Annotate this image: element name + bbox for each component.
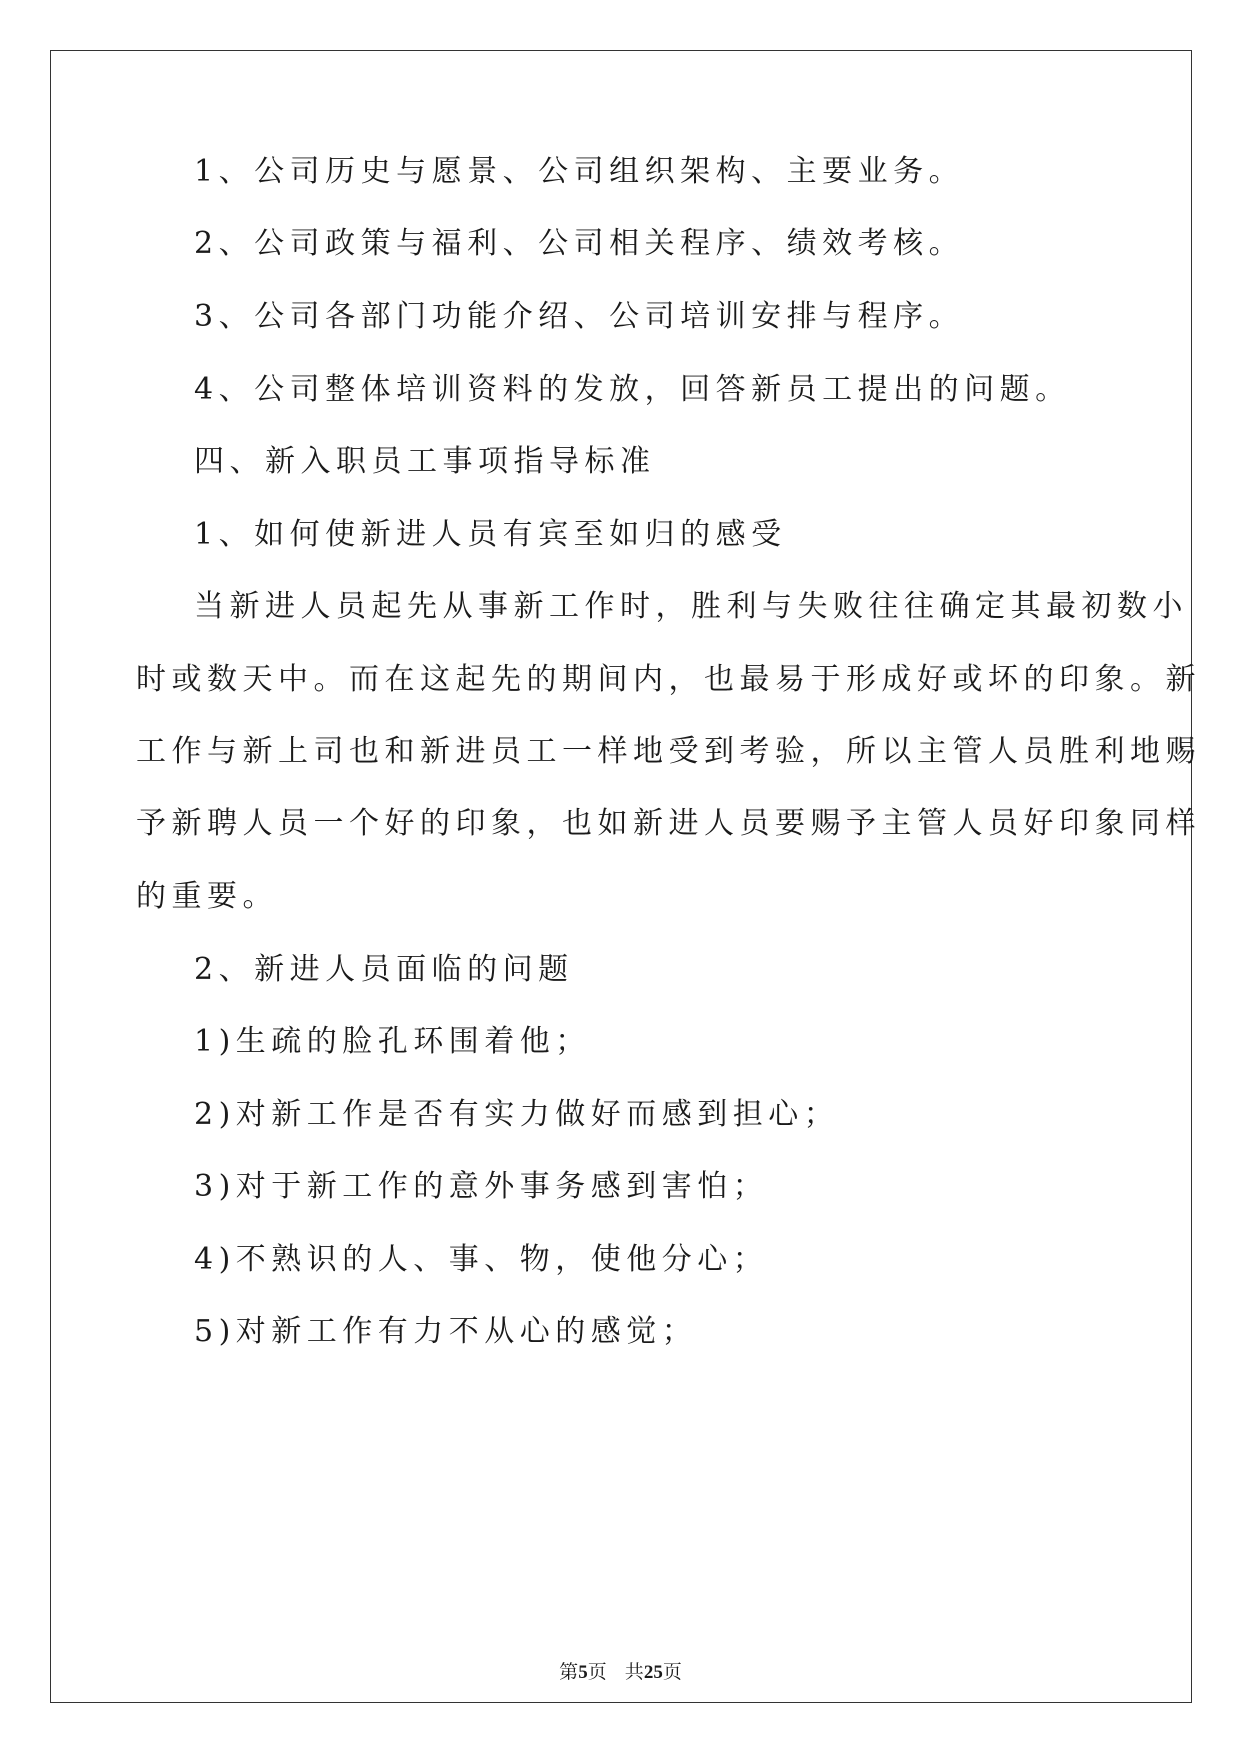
text-line: 3、公司各部门功能介绍、公司培训安排与程序。	[194, 299, 965, 334]
page-footer	[0, 1660, 1241, 1685]
page-border	[50, 50, 1192, 1703]
text-line: 时或数天中。而在这起先的期间内，也最易于形成好或坏的印象。新	[136, 662, 1201, 697]
list-item: 2)对新工作是否有实力做好而感到担心；	[194, 1097, 840, 1132]
footer-mid: 页 共	[587, 1661, 644, 1683]
list-item: 3)对于新工作的意外事务感到害怕；	[194, 1169, 769, 1204]
text-line: 2、公司政策与福利、公司相关程序、绩效考核。	[194, 226, 965, 261]
footer-suffix: 页	[662, 1661, 682, 1683]
footer-prefix: 第	[559, 1661, 579, 1683]
text-line: 1、公司历史与愿景、公司组织架构、主要业务。	[194, 154, 965, 189]
section-heading: 四、新入职员工事项指导标准	[194, 444, 656, 479]
text-line: 予新聘人员一个好的印象，也如新进人员要赐予主管人员好印象同样	[136, 806, 1201, 841]
subsection-heading: 1、如何使新进人员有宾至如归的感受	[194, 517, 787, 552]
total-pages-number: 25	[643, 1662, 663, 1683]
list-item: 1)生疏的脸孔环围着他；	[194, 1024, 591, 1059]
text-line: 4、公司整体培训资料的发放，回答新员工提出的问题。	[194, 372, 1071, 407]
text-line: 的重要。	[136, 879, 278, 914]
text-line: 工作与新上司也和新进员工一样地受到考验，所以主管人员胜利地赐	[136, 734, 1201, 769]
list-item: 5)对新工作有力不从心的感觉；	[194, 1314, 698, 1349]
text-line: 当新进人员起先从事新工作时，胜利与失败往往确定其最初数小	[194, 589, 1188, 624]
subsection-heading: 2、新进人员面临的问题	[194, 952, 574, 987]
list-item: 4)不熟识的人、事、物，使他分心；	[194, 1242, 769, 1277]
current-page-number: 5	[578, 1662, 588, 1683]
